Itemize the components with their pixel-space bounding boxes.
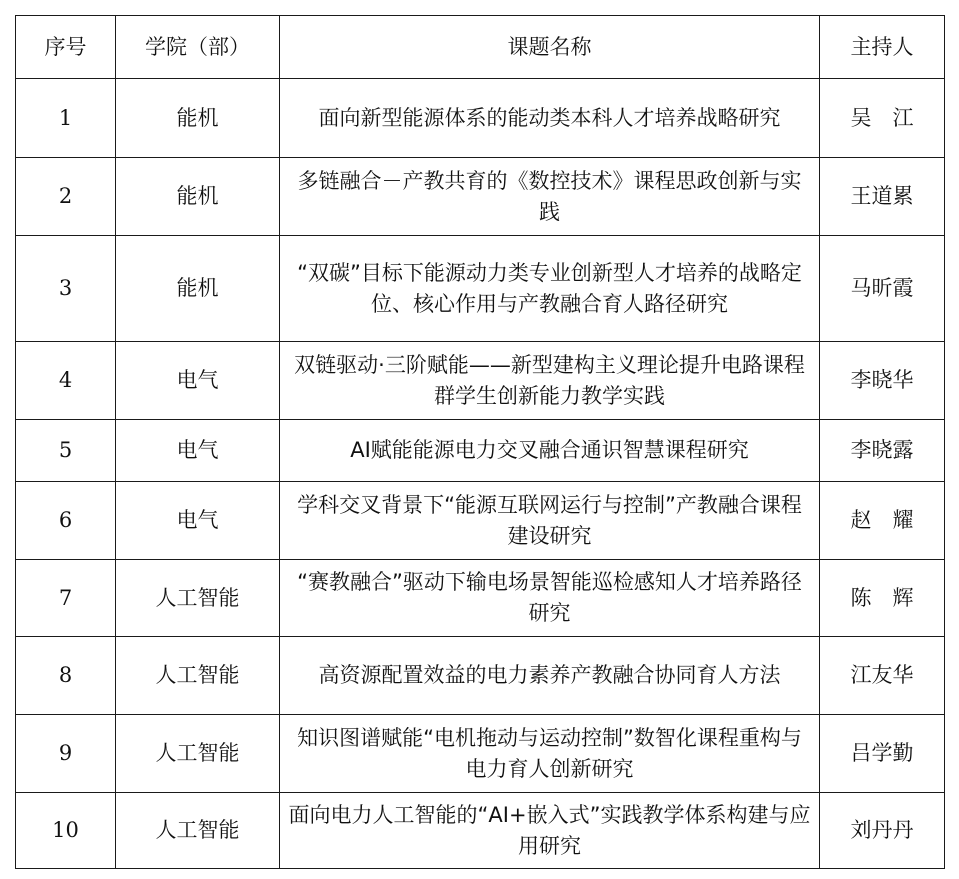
cell-seq: 1: [16, 79, 116, 158]
cell-host: 吕学勤: [820, 715, 945, 793]
cell-title: 面向电力人工智能的“AI+嵌入式”实践教学体系构建与应用研究: [280, 793, 820, 869]
cell-host: 李晓华: [820, 342, 945, 420]
cell-seq: 6: [16, 482, 116, 560]
header-host: 主持人: [820, 16, 945, 79]
cell-college: 电气: [116, 420, 280, 482]
cell-host: 刘丹丹: [820, 793, 945, 869]
header-college: 学院（部）: [116, 16, 280, 79]
cell-host: 马昕霞: [820, 236, 945, 342]
cell-host: 赵 耀: [820, 482, 945, 560]
cell-title: AI赋能能源电力交叉融合通识智慧课程研究: [280, 420, 820, 482]
cell-college: 人工智能: [116, 637, 280, 715]
cell-title: “双碳”目标下能源动力类专业创新型人才培养的战略定位、核心作用与产教融合育人路径研究: [280, 236, 820, 342]
table-row: [16, 236, 945, 342]
cell-college: 能机: [116, 158, 280, 236]
cell-title: 多链融合－产教共育的《数控技术》课程思政创新与实践: [280, 158, 820, 236]
cell-title: 面向新型能源体系的能动类本科人才培养战略研究: [280, 79, 820, 158]
cell-seq: 3: [16, 236, 116, 342]
table-row: [16, 560, 945, 637]
cell-seq: 9: [16, 715, 116, 793]
cell-host: 陈 辉: [820, 560, 945, 637]
table-row: [16, 793, 945, 869]
header-seq: 序号: [16, 16, 116, 79]
cell-college: 人工智能: [116, 560, 280, 637]
cell-host: 王道累: [820, 158, 945, 236]
cell-title: 知识图谱赋能“电机拖动与运动控制”数智化课程重构与电力育人创新研究: [280, 715, 820, 793]
cell-college: 人工智能: [116, 715, 280, 793]
cell-seq: 2: [16, 158, 116, 236]
table-row: [16, 342, 945, 420]
table-row: [16, 79, 945, 158]
cell-college: 能机: [116, 236, 280, 342]
cell-title: 学科交叉背景下“能源互联网运行与控制”产教融合课程建设研究: [280, 482, 820, 560]
table-row: [16, 482, 945, 560]
cell-host: 江友华: [820, 637, 945, 715]
cell-college: 电气: [116, 342, 280, 420]
cell-college: 能机: [116, 79, 280, 158]
cell-title: 高资源配置效益的电力素养产教融合协同育人方法: [280, 637, 820, 715]
table-row: [16, 158, 945, 236]
cell-college: 电气: [116, 482, 280, 560]
cell-seq: 5: [16, 420, 116, 482]
cell-seq: 7: [16, 560, 116, 637]
cell-host: 李晓露: [820, 420, 945, 482]
project-table: [15, 15, 945, 869]
table-header-row: [16, 16, 945, 79]
table-row: [16, 420, 945, 482]
cell-title: “赛教融合”驱动下输电场景智能巡检感知人才培养路径研究: [280, 560, 820, 637]
table-row: [16, 715, 945, 793]
table-row: [16, 637, 945, 715]
cell-college: 人工智能: [116, 793, 280, 869]
cell-seq: 10: [16, 793, 116, 869]
cell-title: 双链驱动·三阶赋能——新型建构主义理论提升电路课程群学生创新能力教学实践: [280, 342, 820, 420]
cell-host: 吴 江: [820, 79, 945, 158]
cell-seq: 4: [16, 342, 116, 420]
header-title: 课题名称: [280, 16, 820, 79]
cell-seq: 8: [16, 637, 116, 715]
